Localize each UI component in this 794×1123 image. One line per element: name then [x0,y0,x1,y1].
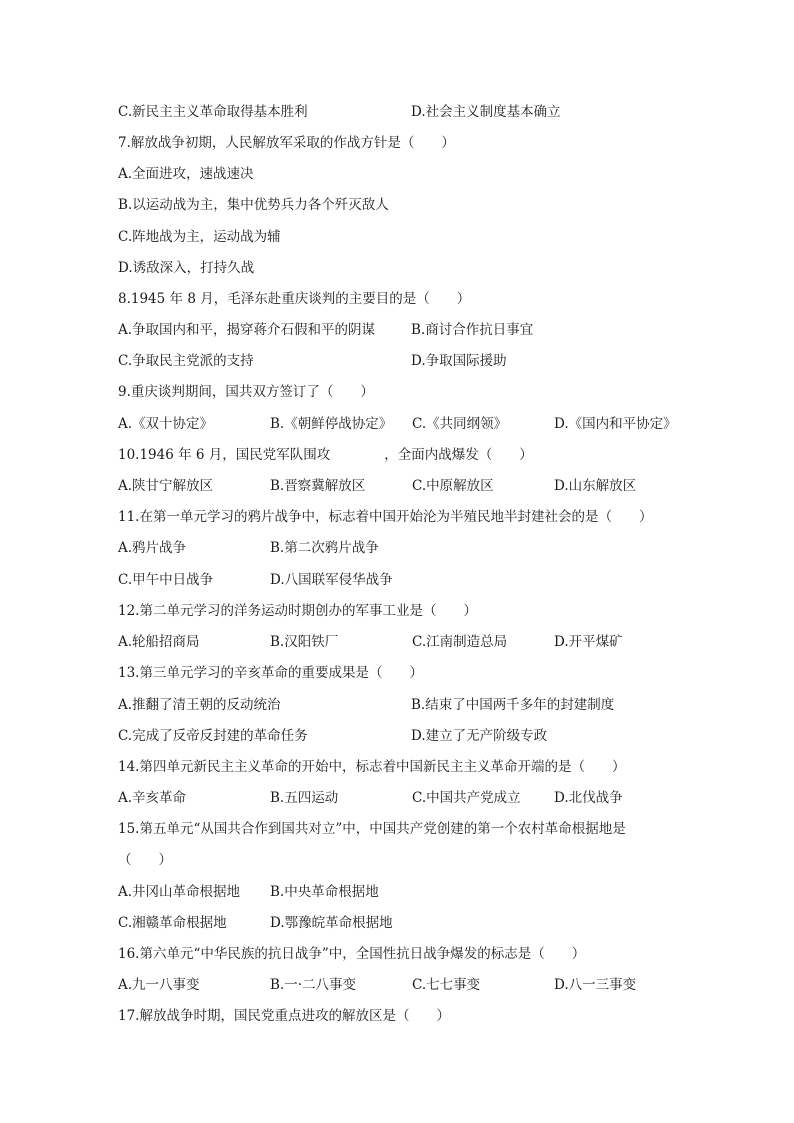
question-11-options-cd [118,569,698,591]
option-a: A.九一八事变 [118,977,200,993]
option-a: A.轮船招商局 [118,634,200,650]
option-c: C.《共同纲领》 [412,416,508,432]
question-11-options-ab [118,537,698,559]
option-d: D.争取国际援助 [411,353,507,369]
option-d: D.社会主义制度基本确立 [411,104,561,120]
question-16-options [118,974,698,996]
option-a: A.陕甘宁解放区 [118,478,214,494]
option-d: D.北伐战争 [554,790,623,806]
question-7-option-a: A.全面进攻，速战速决 [118,166,254,182]
option-c: C.中原解放区 [412,478,494,494]
option-a: A.鸦片战争 [118,540,187,556]
question-14-options [118,787,698,809]
option-b: B.晋察冀解放区 [270,478,366,494]
option-c: C.甲午中日战争 [118,572,214,588]
question-7-stem: 7.解放战争初期，人民解放军采取的作战方针是（ ） [118,135,455,151]
option-c: C.中国共产党成立 [412,790,521,806]
question-10-options [118,475,698,497]
question-15-options-cd [118,912,698,934]
question-12-options [118,631,698,653]
question-9-options [118,413,698,435]
question-13-options-ab [118,694,698,716]
question-13-options-cd [118,725,698,747]
option-a: A.争取国内和平，揭穿蒋介石假和平的阴谋 [118,322,376,338]
question-17-stem: 17.解放战争时期，国民党重点进攻的解放区是（ ） [118,1008,450,1024]
option-a: A.《双十协定》 [118,416,214,432]
option-b: B.汉阳铁厂 [270,634,339,650]
option-d: D.建立了无产阶级专政 [411,728,548,744]
question-15-options-ab [118,881,698,903]
question-8-stem: 8.1945 年 8 月，毛泽东赴重庆谈判的主要目的是（ ） [118,291,471,307]
option-b: B.结束了中国两千多年的封建制度 [411,697,615,713]
option-d: D.《国内和平协定》 [554,416,677,432]
option-a: A.推翻了清王朝的反动统治 [118,697,281,713]
question-14-stem: 14.第四单元新民主主义革命的开始中，标志着中国新民主主义革命开端的是（ ） [118,759,626,775]
option-d: D.鄂豫皖革命根据地 [270,915,393,931]
question-16-stem: 16.第六单元“中华民族的抗日战争”中，全国性抗日战争爆发的标志是（ ） [118,946,586,962]
option-b: B.第二次鸦片战争 [270,540,379,556]
option-d: D.八国联军侵华战争 [270,572,393,588]
option-b: B.《朝鲜停战协定》 [270,416,393,432]
question-7-option-c: C.阵地战为主，运动战为辅 [118,229,281,245]
option-d: D.山东解放区 [554,478,637,494]
question-6-options-cd [118,101,698,123]
question-8-options-ab [118,319,698,341]
option-b: B.商讨合作抗日事宜 [411,322,534,338]
option-b: B.中央革命根据地 [270,884,379,900]
option-a: A.辛亥革命 [118,790,187,806]
option-c: C.七七事变 [412,977,481,993]
question-8-options-cd [118,350,698,372]
option-d: D.八一三事变 [554,977,637,993]
question-7-option-d: D.诱敌深入，打持久战 [118,260,255,276]
option-c: C.江南制造总局 [412,634,508,650]
option-c: C.争取民主党派的支持 [118,353,254,369]
option-b: B.五四运动 [270,790,339,806]
option-c: C.完成了反帝反封建的革命任务 [118,728,308,744]
option-b: B.一·二八事变 [270,977,357,993]
question-13-stem: 13.第三单元学习的辛亥革命的重要成果是（ ） [118,665,423,681]
question-15-stem: 15.第五单元“从国共合作到国共对立”中，中国共产党创建的第一个农村革命根据地是 [118,821,626,837]
question-10-stem: 10.1946 年 6 月，国民党军队围攻 ，全面内战爆发（ ） [118,447,533,463]
question-9-stem: 9.重庆谈判期间，国共双方签订了（ ） [118,384,374,400]
question-12-stem: 12.第二单元学习的洋务运动时期创办的军事工业是（ ） [118,603,477,619]
option-c: C.湘赣革命根据地 [118,915,227,931]
option-c: C.新民主主义革命取得基本胜利 [118,104,308,120]
question-7-option-b: B.以运动战为主，集中优势兵力各个歼灭敌人 [118,197,389,213]
question-11-stem: 11.在第一单元学习的鸦片战争中，标志着中国开始沦为半殖民地半封建社会的是（ ） [118,509,653,525]
option-d: D.开平煤矿 [554,634,623,650]
option-a: A.井冈山革命根据地 [118,884,241,900]
question-15-stem-cont: （ ） [118,852,172,868]
